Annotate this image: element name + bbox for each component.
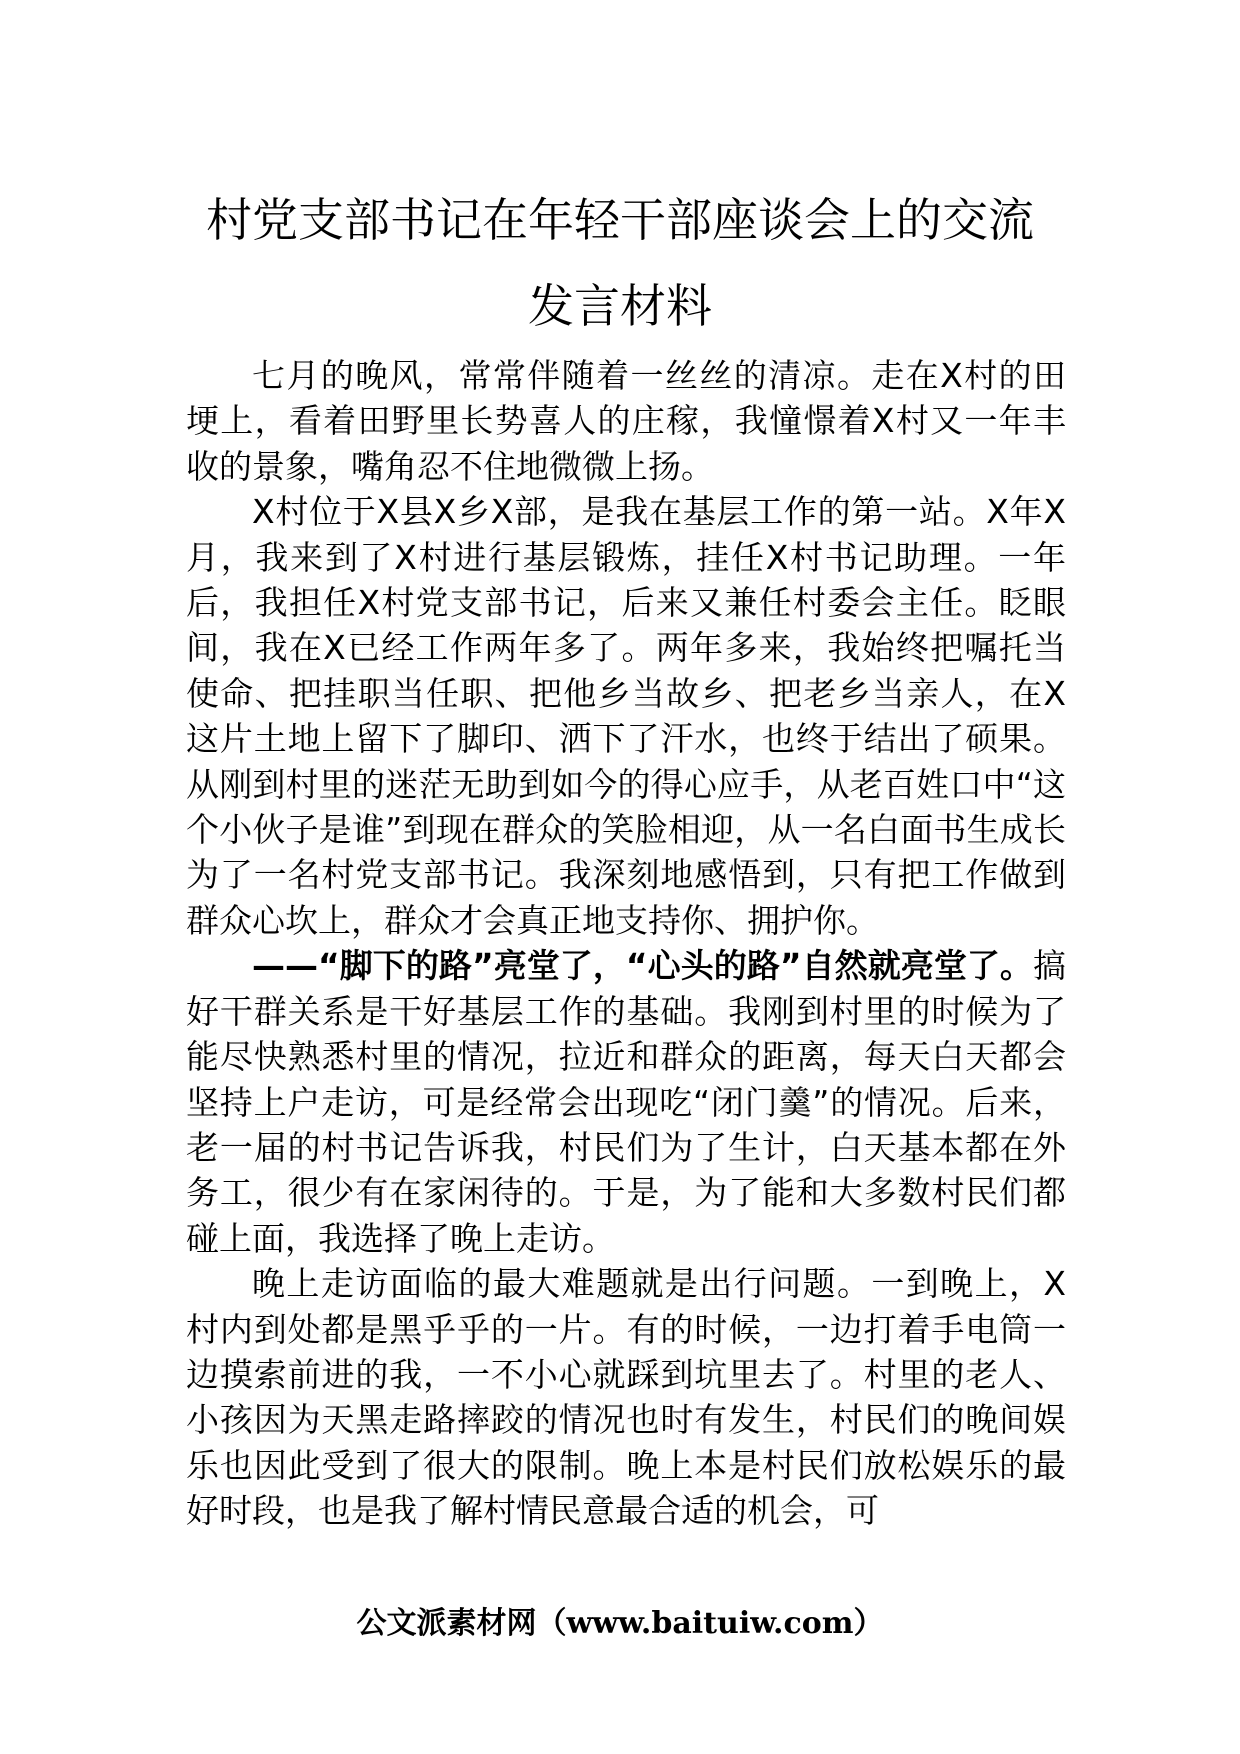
paragraph-3 <box>186 943 1066 1261</box>
paragraph-2: X村位于X县X乡X部，是我在基层工作的第一站。X年X月，我来到了X村进行基层锻炼，挂任X村书记助理。一年后，我担任X村党支部书记，后来又兼任村委会主任。眨眼间，我在X已经工作两年多了。两年多来，我始终把嘱托当使命、把挂职当任职、把他乡当故乡、把老乡当亲人，在X这片土地上留下了脚印、洒下了汗水，也终于结出了硕果。从刚到村里的迷茫无助到如今的得心应手，从老百姓口中“这个小伙子是谁”到现在群众的笑脸相迎，从一名白面书生成长为了一名村党支部书记。我深刻地感悟到，只有把工作做到群众心坎上，群众才会真正地支持你、拥护你。 <box>186 492 1066 940</box>
document-body <box>186 353 1066 1534</box>
paragraph-1: 七月的晚风，常常伴随着一丝丝的清凉。走在X村的田埂上，看着田野里长势喜人的庄稼，我憧憬着X村又一年丰收的景象，嘴角忍不住地微微上扬。 <box>186 356 1066 486</box>
section-paragraph-text: 搞好干群关系是干好基层工作的基础。我刚到村里的时候为了能尽快熟悉村里的情况，拉近和群众的距离，每天白天都会坚持上户走访，可是经常会出现吃“闭门羹”的情况。后来，老一届的村书记告诉我，村民们为了生计，白天基本都在外务工，很少有在家闲待的。于是，为了能和大多数村民们都碰上面，我选择了晚上走访。 <box>186 946 1066 1258</box>
paragraph-4: 晚上走访面临的最大难题就是出行问题。一到晚上，X村内到处都是黑乎乎的一片。有的时候，一边打着手电筒一边摸索前进的我，一不小心就踩到坑里去了。村里的老人、小孩因为天黑走路摔跤的情况也时有发生，村民们的晚间娱乐也因此受到了很大的限制。晚上本是村民们放松娱乐的最好时段，也是我了解村情民意最合适的机会，可 <box>186 1264 1066 1531</box>
page-footer-watermark: 公文派素材网（www.baituiw.com） <box>356 1606 884 1641</box>
section-heading: ——“脚下的路”亮堂了，“心头的路”自然就亮堂了。 <box>252 946 1033 986</box>
document-title-line-1: 村党支部书记在年轻干部座谈会上的交流 <box>206 193 1034 247</box>
document-title-line-2: 发言材料 <box>528 279 712 333</box>
